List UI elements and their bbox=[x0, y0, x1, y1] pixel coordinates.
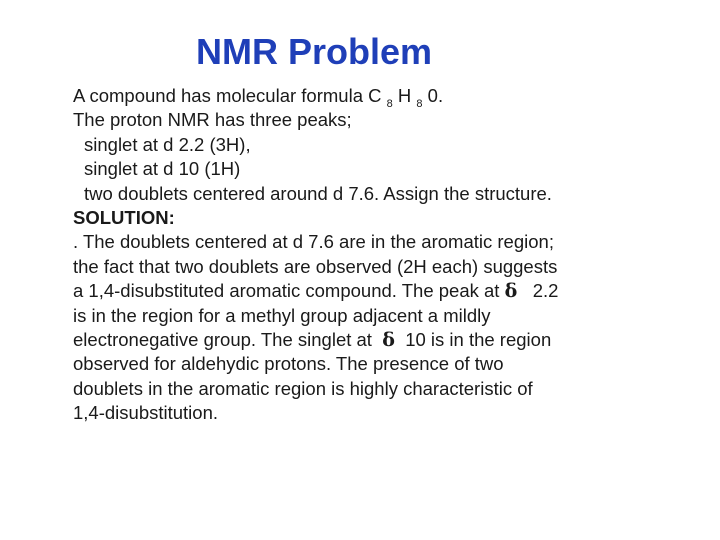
solution-line-4: is in the region for a methyl group adjacent a mildly bbox=[73, 304, 491, 326]
solution-line-2: the fact that two doublets are observed (2H each) suggests bbox=[73, 255, 558, 277]
solution-line-5-text: electronegative group. The singlet at bbox=[73, 329, 372, 351]
solution-line-1: . The doublets centered at d 7.6 are in the aromatic region; bbox=[73, 231, 554, 253]
slide-body bbox=[73, 84, 718, 426]
hydrogen-subscript: 8 bbox=[416, 98, 423, 110]
solution-line-7: doublets in the aromatic region is highly characteristic of bbox=[73, 377, 533, 399]
slide-title: NMR Problem bbox=[196, 31, 433, 72]
problem-peak-2: singlet at d 10 (1H) bbox=[84, 158, 241, 180]
solution-line-6: observed for aldehydic protons. The presence of two bbox=[73, 353, 504, 375]
solution-line-3-text: a 1,4-disubstituted aromatic compound. The peak at bbox=[73, 280, 500, 302]
oxygen-text: 0. bbox=[427, 85, 444, 106]
problem-peak-1: singlet at d 2.2 (3H), bbox=[84, 133, 251, 155]
solution-line-8: 1,4-disubstitution. bbox=[73, 402, 219, 424]
problem-peak-3: two doublets centered around d 7.6. Assign the structure. bbox=[84, 182, 552, 204]
problem-peaks-intro: The proton NMR has three peaks; bbox=[73, 109, 352, 131]
solution-line-5-tail: 10 is in the region bbox=[405, 329, 552, 351]
solution-line-3 bbox=[73, 279, 718, 303]
shift-value: 2.2 bbox=[532, 280, 559, 302]
solution-heading: SOLUTION: bbox=[73, 207, 175, 229]
delta-symbol: δ bbox=[504, 280, 518, 303]
hydrogen-symbol: H bbox=[397, 85, 412, 106]
delta-symbol: δ bbox=[382, 329, 395, 352]
formula-text: A compound has molecular formula C bbox=[73, 85, 382, 106]
carbon-subscript: 8 bbox=[386, 98, 393, 110]
problem-formula-line bbox=[73, 84, 718, 108]
solution-line-5 bbox=[73, 328, 718, 352]
